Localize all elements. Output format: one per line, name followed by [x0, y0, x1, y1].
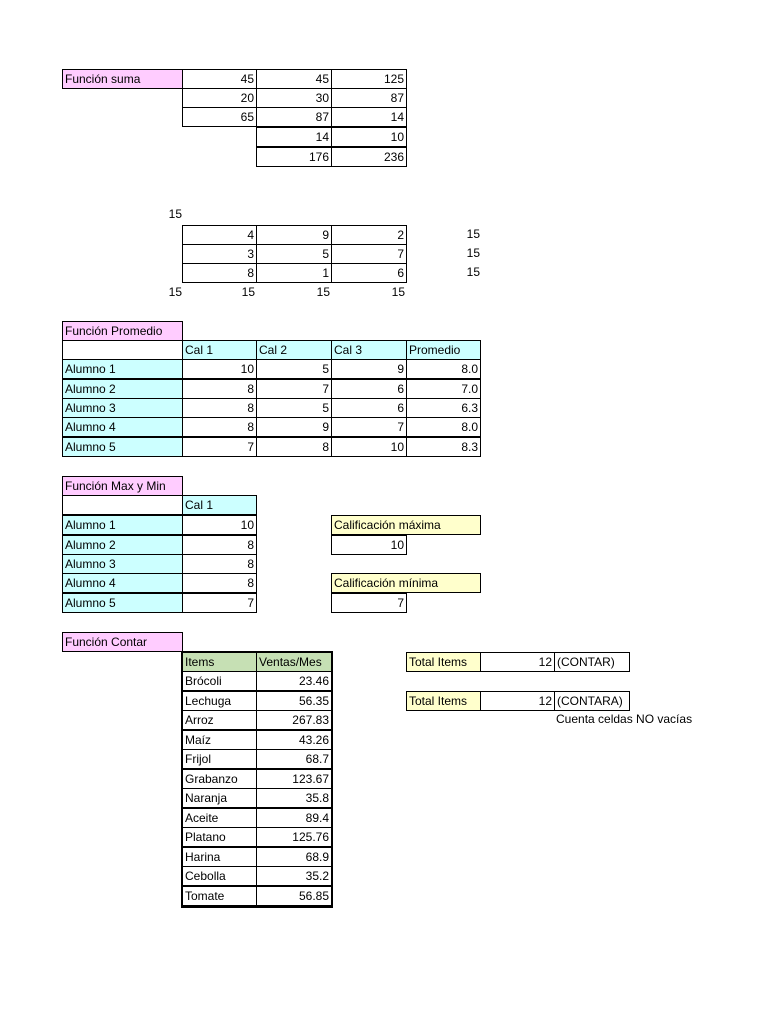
magic-cell[interactable]: 4 — [182, 225, 257, 245]
magic-diag-sum[interactable]: 15 — [168, 207, 182, 221]
promedio-header[interactable]: Promedio — [406, 340, 481, 360]
promedio-cell[interactable]: 5 — [256, 359, 332, 379]
suma-cell[interactable]: 30 — [256, 88, 332, 108]
contar-value[interactable]: 35.2 — [256, 866, 332, 886]
max-label[interactable]: Calificación máxima — [331, 515, 481, 535]
contar-item[interactable]: Maíz — [182, 730, 257, 750]
contar-item[interactable]: Cebolla — [182, 866, 257, 886]
contar-item[interactable]: Brócoli — [182, 671, 257, 691]
suma-cell[interactable]: 10 — [331, 127, 407, 147]
total-items-fn-contar[interactable]: (CONTAR) — [554, 652, 630, 672]
promedio-student[interactable]: Alumno 3 — [62, 398, 183, 418]
maxmin-student[interactable]: Alumno 4 — [62, 573, 183, 593]
magic-cell[interactable]: 9 — [256, 225, 332, 245]
promedio-cell[interactable]: 8 — [182, 398, 257, 418]
promedio-cell[interactable]: 7 — [331, 417, 407, 437]
contar-value[interactable]: 68.7 — [256, 749, 332, 769]
magic-row-sum[interactable]: 15 — [466, 227, 480, 241]
suma-title[interactable]: Función suma — [62, 69, 183, 89]
min-label[interactable]: Calificación mínima — [331, 573, 481, 593]
promedio-corner-cell[interactable] — [62, 340, 183, 360]
maxmin-cell[interactable]: 8 — [182, 573, 257, 593]
suma-cell[interactable]: 45 — [256, 69, 332, 89]
maxmin-corner-cell[interactable] — [62, 495, 183, 515]
contar-item[interactable]: Platano — [182, 827, 257, 847]
maxmin-cell[interactable]: 8 — [182, 554, 257, 574]
promedio-cell[interactable]: 9 — [256, 417, 332, 437]
promedio-cell[interactable]: 8 — [182, 417, 257, 437]
contar-value[interactable]: 56.85 — [256, 886, 332, 906]
total-items-value-contara[interactable]: 12 — [480, 691, 555, 711]
magic-col-sum[interactable]: 15 — [316, 285, 330, 299]
promedio-avg-cell[interactable]: 7.0 — [406, 379, 481, 399]
contar-value[interactable]: 56.35 — [256, 691, 332, 711]
promedio-cell[interactable]: 7 — [256, 379, 332, 399]
promedio-avg-cell[interactable]: 8.0 — [406, 417, 481, 437]
magic-col-sum[interactable]: 15 — [241, 285, 255, 299]
promedio-student[interactable]: Alumno 4 — [62, 417, 183, 437]
promedio-cell[interactable]: 6 — [331, 379, 407, 399]
contar-value[interactable]: 43.26 — [256, 730, 332, 750]
suma-cell[interactable]: 14 — [256, 127, 332, 147]
promedio-avg-cell[interactable]: 6.3 — [406, 398, 481, 418]
contar-title[interactable]: Función Contar — [62, 632, 183, 652]
promedio-cell[interactable]: 8 — [182, 379, 257, 399]
suma-cell[interactable]: 14 — [331, 107, 407, 127]
maxmin-title[interactable]: Función Max y Min — [62, 476, 183, 496]
promedio-header[interactable]: Cal 2 — [256, 340, 332, 360]
promedio-student[interactable]: Alumno 5 — [62, 437, 183, 457]
contar-value[interactable]: 125.76 — [256, 827, 332, 847]
maxmin-cell[interactable]: 10 — [182, 515, 257, 535]
contar-item[interactable]: Harina — [182, 847, 257, 867]
suma-cell[interactable]: 65 — [182, 107, 257, 127]
contar-value[interactable]: 267.83 — [256, 710, 332, 730]
magic-col-sum[interactable]: 15 — [168, 285, 182, 299]
promedio-student[interactable]: Alumno 1 — [62, 359, 183, 379]
magic-cell[interactable]: 1 — [256, 263, 332, 283]
promedio-cell[interactable]: 10 — [182, 359, 257, 379]
magic-cell[interactable]: 6 — [331, 263, 407, 283]
min-value[interactable]: 7 — [331, 593, 407, 613]
maxmin-student[interactable]: Alumno 1 — [62, 515, 183, 535]
total-items-label-contar[interactable]: Total Items — [406, 652, 481, 672]
promedio-title[interactable]: Función Promedio — [62, 321, 183, 341]
contar-item[interactable]: Naranja — [182, 788, 257, 808]
magic-row-sum[interactable]: 15 — [466, 265, 480, 279]
contar-item[interactable]: Aceite — [182, 808, 257, 828]
contar-value[interactable]: 35.8 — [256, 788, 332, 808]
contar-item[interactable]: Grabanzo — [182, 769, 257, 789]
magic-cell[interactable]: 3 — [182, 244, 257, 264]
promedio-cell[interactable]: 10 — [331, 437, 407, 457]
promedio-cell[interactable]: 7 — [182, 437, 257, 457]
suma-cell[interactable]: 125 — [331, 69, 407, 89]
magic-cell[interactable]: 7 — [331, 244, 407, 264]
contar-item[interactable]: Tomate — [182, 886, 257, 906]
promedio-cell[interactable]: 6 — [331, 398, 407, 418]
suma-cell[interactable]: 87 — [331, 88, 407, 108]
contara-note[interactable]: Cuenta celdas NO vacías — [556, 712, 693, 726]
maxmin-cell[interactable]: 8 — [182, 535, 257, 555]
magic-row-sum[interactable]: 15 — [466, 246, 480, 260]
promedio-avg-cell[interactable]: 8.3 — [406, 437, 481, 457]
maxmin-student[interactable]: Alumno 2 — [62, 535, 183, 555]
magic-cell[interactable]: 8 — [182, 263, 257, 283]
promedio-cell[interactable]: 8 — [256, 437, 332, 457]
suma-total-cell[interactable]: 176 — [256, 147, 332, 167]
contar-item[interactable]: Frijol — [182, 749, 257, 769]
contar-header-items[interactable]: Items — [182, 652, 257, 672]
contar-value[interactable]: 68.9 — [256, 847, 332, 867]
maxmin-student[interactable]: Alumno 3 — [62, 554, 183, 574]
promedio-header[interactable]: Cal 3 — [331, 340, 407, 360]
suma-total-cell[interactable]: 236 — [331, 147, 407, 167]
suma-cell[interactable]: 87 — [256, 107, 332, 127]
magic-cell[interactable]: 2 — [331, 225, 407, 245]
magic-col-sum[interactable]: 15 — [391, 285, 405, 299]
contar-item[interactable]: Arroz — [182, 710, 257, 730]
promedio-header[interactable]: Cal 1 — [182, 340, 257, 360]
contar-value[interactable]: 123.67 — [256, 769, 332, 789]
total-items-label-contara[interactable]: Total Items — [406, 691, 481, 711]
maxmin-student[interactable]: Alumno 5 — [62, 593, 183, 613]
promedio-student[interactable]: Alumno 2 — [62, 379, 183, 399]
contar-value[interactable]: 89.4 — [256, 808, 332, 828]
promedio-cell[interactable]: 9 — [331, 359, 407, 379]
total-items-value-contar[interactable]: 12 — [480, 652, 555, 672]
magic-cell[interactable]: 5 — [256, 244, 332, 264]
promedio-avg-cell[interactable]: 8.0 — [406, 359, 481, 379]
contar-header-ventas[interactable]: Ventas/Mes — [256, 652, 332, 672]
total-items-fn-contara[interactable]: (CONTARA) — [554, 691, 630, 711]
contar-item[interactable]: Lechuga — [182, 691, 257, 711]
maxmin-header[interactable]: Cal 1 — [182, 495, 257, 515]
maxmin-cell[interactable]: 7 — [182, 593, 257, 613]
max-value[interactable]: 10 — [331, 535, 407, 555]
promedio-cell[interactable]: 5 — [256, 398, 332, 418]
contar-value[interactable]: 23.46 — [256, 671, 332, 691]
suma-cell[interactable]: 45 — [182, 69, 257, 89]
suma-cell[interactable]: 20 — [182, 88, 257, 108]
